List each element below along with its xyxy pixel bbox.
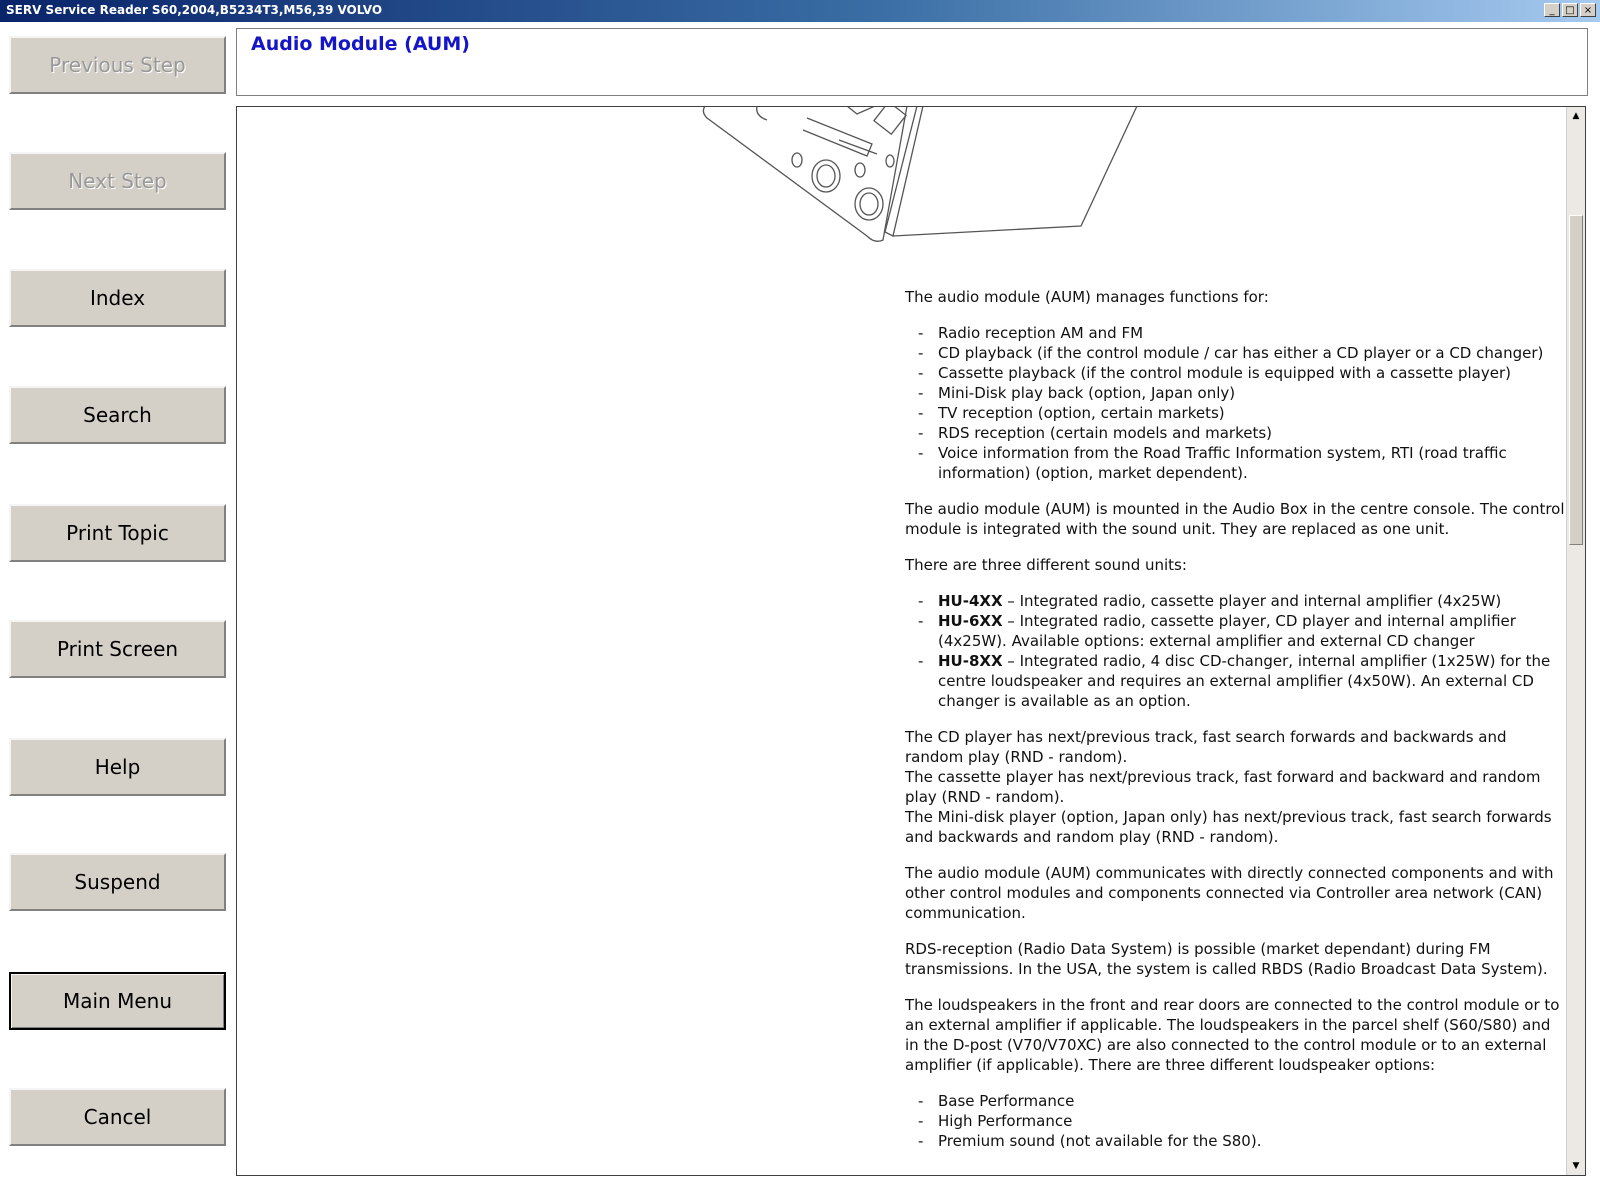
list-item bbox=[905, 443, 1565, 483]
maximize-button[interactable]: □ bbox=[1562, 3, 1578, 17]
cancel-button[interactable]: Cancel bbox=[9, 1088, 226, 1146]
list-item-text: CD playback (if the control module / car has either a CD player or a CD changer) bbox=[938, 344, 1544, 362]
unit-description: – Integrated radio, cassette player, CD player and internal amplifier (4x25W). Available options: external amplifier and external CD changer bbox=[938, 612, 1516, 650]
dash-bullet: - bbox=[918, 652, 924, 670]
list-item bbox=[905, 1131, 1565, 1151]
side-navigation bbox=[0, 22, 234, 1200]
list-item bbox=[905, 323, 1565, 343]
list-item bbox=[905, 383, 1565, 403]
list-item bbox=[905, 1091, 1565, 1111]
dash-bullet: - bbox=[918, 612, 924, 630]
search-button[interactable]: Search bbox=[9, 386, 226, 444]
mounting-paragraph: The audio module (AUM) is mounted in the Audio Box in the centre console. The control module is integrated with the sound unit. They are replaced as one unit. bbox=[905, 500, 1565, 538]
previous-step-button[interactable]: Previous Step bbox=[9, 36, 226, 94]
dash-bullet: - bbox=[918, 344, 924, 362]
index-button[interactable]: Index bbox=[9, 269, 226, 327]
sound-units-intro: There are three different sound units: bbox=[905, 556, 1187, 574]
list-item bbox=[905, 423, 1565, 443]
list-item-text: Voice information from the Road Traffic Information system, RTI (road traffic information) (option, market dependent). bbox=[938, 444, 1507, 482]
unit-name: HU-8XX bbox=[938, 652, 1003, 670]
list-item bbox=[905, 343, 1565, 363]
minimize-button[interactable]: _ bbox=[1544, 3, 1560, 17]
list-item-text: RDS reception (certain models and markets) bbox=[938, 424, 1273, 442]
scroll-up-arrow-icon[interactable]: ▲ bbox=[1567, 107, 1585, 125]
dash-bullet: - bbox=[918, 424, 924, 442]
print-screen-button[interactable]: Print Screen bbox=[9, 620, 226, 678]
list-item-text: Base Performance bbox=[938, 1092, 1075, 1110]
list-item-text: Mini-Disk play back (option, Japan only) bbox=[938, 384, 1236, 402]
list-item bbox=[905, 403, 1565, 423]
title-bar bbox=[0, 0, 1600, 22]
dash-bullet: - bbox=[918, 404, 924, 422]
topic-header bbox=[236, 28, 1588, 96]
window-title: SERV Service Reader S60,2004,B5234T3,M56,39 VOLVO bbox=[6, 3, 383, 17]
sound-units-list bbox=[905, 591, 1565, 711]
list-item bbox=[905, 1111, 1565, 1131]
functions-list bbox=[905, 323, 1565, 483]
list-item-text: Cassette playback (if the control module is equipped with a cassette player) bbox=[938, 364, 1512, 382]
print-topic-button[interactable]: Print Topic bbox=[9, 504, 226, 562]
unit-name: HU-4XX bbox=[938, 592, 1003, 610]
dash-bullet: - bbox=[918, 1092, 924, 1110]
speaker-options-list bbox=[905, 1091, 1565, 1151]
list-item-text: Radio reception AM and FM bbox=[938, 324, 1144, 342]
close-button[interactable]: × bbox=[1580, 3, 1596, 17]
vertical-scrollbar[interactable] bbox=[1566, 107, 1585, 1175]
unit-name: HU-6XX bbox=[938, 612, 1003, 630]
list-item bbox=[905, 591, 1565, 611]
intro-paragraph: The audio module (AUM) manages functions for: bbox=[905, 288, 1269, 306]
list-item bbox=[905, 363, 1565, 383]
page-title: Audio Module (AUM) bbox=[251, 33, 470, 55]
list-item bbox=[905, 651, 1565, 711]
minidisk-player-text: The Mini-disk player (option, Japan only) has next/previous track, fast search forwards and backwards and random play (RND - random). bbox=[905, 808, 1552, 846]
scrollbar-thumb[interactable] bbox=[1569, 215, 1583, 545]
unit-description: – Integrated radio, cassette player and internal amplifier (4x25W) bbox=[1002, 592, 1502, 610]
dash-bullet: - bbox=[918, 444, 924, 462]
article-body bbox=[905, 287, 1565, 1167]
next-step-button[interactable]: Next Step bbox=[9, 152, 226, 210]
list-item-text: High Performance bbox=[938, 1112, 1073, 1130]
help-button[interactable]: Help bbox=[9, 738, 226, 796]
loudspeakers-paragraph: The loudspeakers in the front and rear doors are connected to the control module or to an external amplifier if applicable. The loudspeakers in the parcel shelf (S60/S80) and in the D-post (V70/V70XC) are also connected to the control module or to an external amplifier (if applicable). There are three different loudspeaker options: bbox=[905, 996, 1560, 1074]
audio-module-illustration bbox=[697, 106, 1157, 256]
rds-paragraph: RDS-reception (Radio Data System) is possible (market dependant) during FM transmissions. In the USA, the system is called RBDS (Radio Broadcast Data System). bbox=[905, 940, 1548, 978]
communication-paragraph: The audio module (AUM) communicates with directly connected components and with other control modules and components connected via Controller area network (CAN) communication. bbox=[905, 864, 1554, 922]
content-pane bbox=[236, 106, 1586, 1176]
window-controls bbox=[1544, 3, 1596, 17]
suspend-button[interactable]: Suspend bbox=[9, 853, 226, 911]
dash-bullet: - bbox=[918, 364, 924, 382]
dash-bullet: - bbox=[918, 384, 924, 402]
scroll-down-arrow-icon[interactable]: ▼ bbox=[1567, 1157, 1585, 1175]
main-menu-button[interactable]: Main Menu bbox=[9, 972, 226, 1030]
cassette-player-text: The cassette player has next/previous track, fast forward and backward and random play (RND - random). bbox=[905, 768, 1541, 806]
players-paragraph bbox=[905, 727, 1565, 847]
cd-player-text: The CD player has next/previous track, fast search forwards and backwards and random play (RND - random). bbox=[905, 728, 1507, 766]
dash-bullet: - bbox=[918, 1112, 924, 1130]
list-item-text: Premium sound (not available for the S80). bbox=[938, 1132, 1262, 1150]
unit-description: – Integrated radio, 4 disc CD-changer, internal amplifier (1x25W) for the centre loudspeaker and requires an external amplifier (4x50W). An external CD changer is available as an option. bbox=[938, 652, 1551, 710]
dash-bullet: - bbox=[918, 592, 924, 610]
dash-bullet: - bbox=[918, 324, 924, 342]
list-item-text: TV reception (option, certain markets) bbox=[938, 404, 1225, 422]
dash-bullet: - bbox=[918, 1132, 924, 1150]
list-item bbox=[905, 611, 1565, 651]
